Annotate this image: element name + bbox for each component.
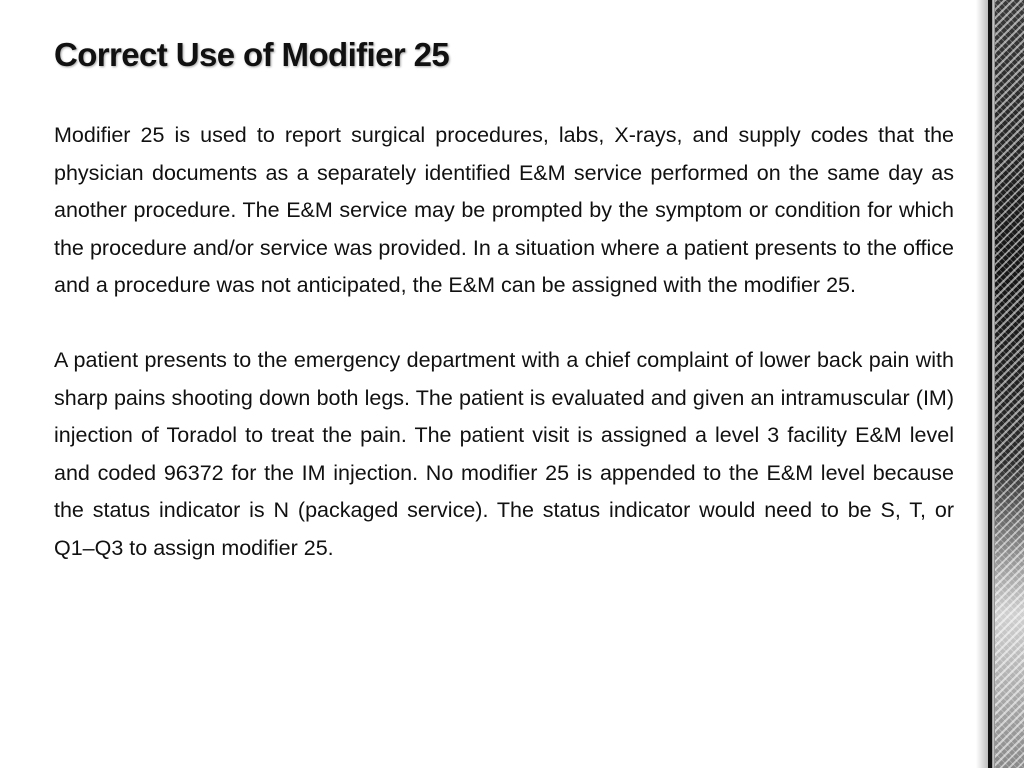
paragraph-example-case: A patient presents to the emergency department with a chief complaint of lower back pain with sharp pains shooting down both legs. The patient is evaluated and given an intramuscular (IM) injection of Toradol to treat the pain. The patient visit is assigned a level 3 facility E&M level and coded 96372 for the IM injection. No modifier 25 is appended to the E&M level because the status indicator is N (packaged service). The status indicator would need to be S, T, or Q1–Q3 to assign modifier 25. xyxy=(54,348,954,560)
slide-body xyxy=(54,117,954,567)
side-border-highlight xyxy=(976,0,988,768)
side-border-texture xyxy=(995,0,1024,768)
decorative-side-border xyxy=(976,0,1024,768)
slide-title: Correct Use of Modifier 25 xyxy=(54,36,450,73)
paragraph-modifier-definition: Modifier 25 is used to report surgical procedures, labs, X-rays, and supply codes that the physician documents as a separately identified E&M service performed on the same day as another procedure. The E&M service may be prompted by the symptom or condition for which the procedure and/or service was provided. In a situation where a patient presents to the office and a procedure was not anticipated, the E&M can be assigned with the modifier 25. xyxy=(54,123,954,297)
